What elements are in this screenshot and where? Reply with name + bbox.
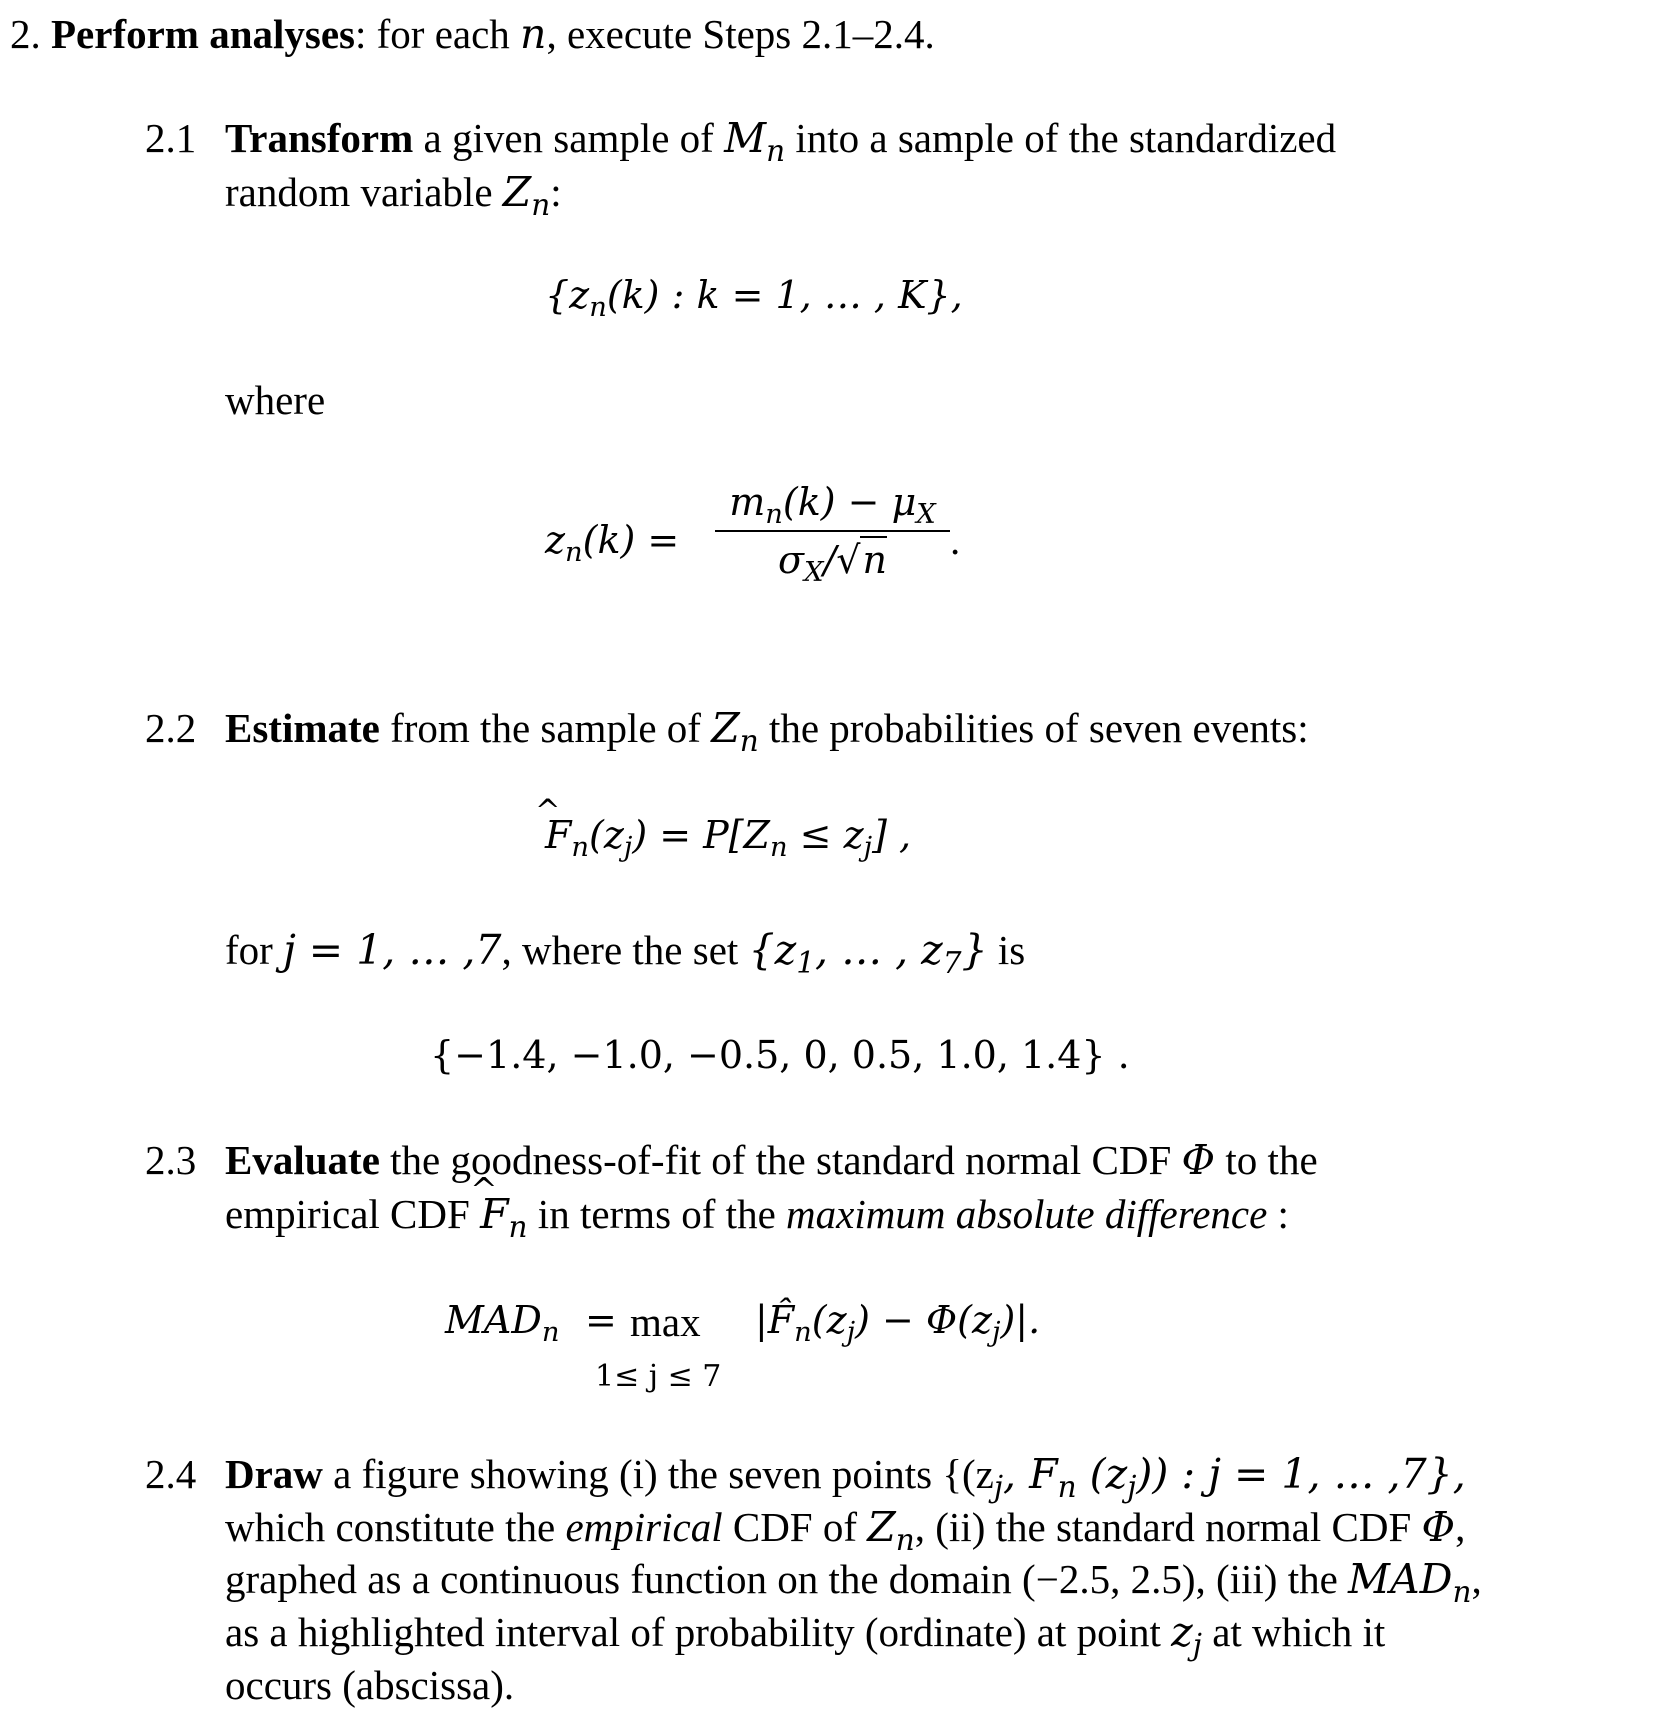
step2-number: 2. bbox=[10, 11, 41, 57]
step2-heading: 2. Perform analyses: for each n, execute Steps 2.1–2.4. bbox=[10, 10, 935, 58]
step24-line2: which constitute the empirical CDF of $Z_n$, (ii) the standard normal CDF Φ, bbox=[225, 1503, 1466, 1557]
fraction-numerator: $m_n(k) - \mu_X$ bbox=[729, 480, 936, 531]
mad-equals: = bbox=[585, 1298, 617, 1342]
step21-line1: Transform a given sample of $M_n$ into a sample of the standardized bbox=[225, 114, 1337, 168]
mad-max: max bbox=[630, 1299, 701, 1345]
step2-title: Perform analyses bbox=[51, 11, 355, 57]
step24-line5: occurs (abscissa). bbox=[225, 1662, 515, 1708]
step24-line4: as a highlighted interval of probability (ordinate) at point $z_j$ at which it bbox=[225, 1608, 1386, 1662]
step23-line2: empirical CDF ^ $F_n$ in terms of the maximum absolute difference : bbox=[225, 1192, 1289, 1237]
ecdf-equation: ^ $F_n(z_j) = P[Z_n \le z_j]$ , bbox=[545, 815, 911, 857]
step23-line1: Evaluate the goodness-of-fit of the standard normal CDF Φ to the bbox=[225, 1136, 1318, 1184]
standardize-lhs: $z_n(k)$ = bbox=[545, 518, 680, 569]
z-values-set: {−1.4, −1.0, −0.5, 0, 0.5, 1.0, 1.4} . bbox=[430, 1033, 1130, 1077]
step22-for-line: for j = 1, … ,7, where the set {$z_1$, … , $z_7$} is bbox=[225, 926, 1026, 980]
step22-line1: Estimate from the sample of $Z_n$ the probabilities of seven events: bbox=[225, 704, 1309, 758]
step24-line3: graphed as a continuous function on the domain (−2.5, 2.5), (iii) the $MAD_n$, bbox=[225, 1555, 1482, 1609]
mad-rhs: $|F̂_n(z_j) - \Phi(z_j)|$. bbox=[755, 1298, 1041, 1349]
step21-number: 2.1 bbox=[145, 115, 197, 161]
mad-lhs: $MAD_n$ bbox=[445, 1298, 560, 1349]
fraction-period: . bbox=[950, 517, 961, 563]
step24-line1: Draw a figure showing (i) the seven points {($z_j$, $F_n$ $(z_j)$) : j = 1, … ,7}, bbox=[225, 1450, 1466, 1504]
step21-line2: random variable $Z_n$: bbox=[225, 168, 562, 222]
fraction-denominator: $\sigma_X/√n$ bbox=[778, 538, 887, 589]
standardize-fraction bbox=[715, 480, 950, 589]
step23-number: 2.3 bbox=[145, 1137, 197, 1183]
where-label: where bbox=[225, 377, 326, 423]
step24-number: 2.4 bbox=[145, 1451, 197, 1497]
step22-number: 2.2 bbox=[145, 705, 197, 751]
sample-set-equation: {$z_n(k)$ : k = 1, … , K}, bbox=[545, 273, 963, 324]
mad-max-range: 1≤ j ≤ 7 bbox=[595, 1359, 722, 1394]
fraction-bar bbox=[715, 530, 950, 532]
